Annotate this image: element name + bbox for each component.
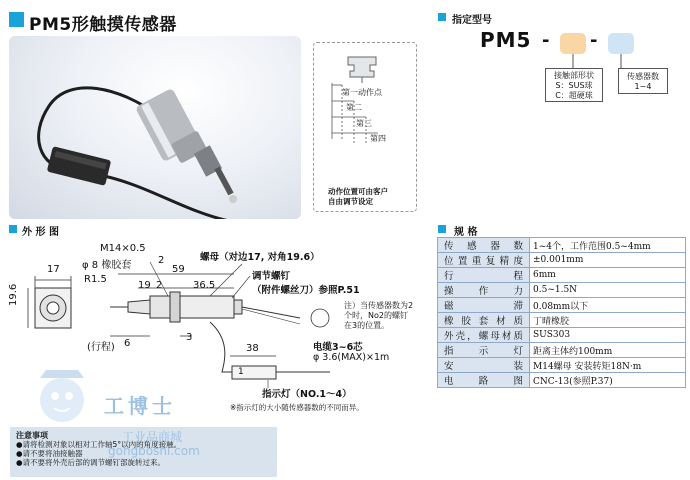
spec-key: 橡胶套材质 xyxy=(438,313,530,328)
dim-19: 19 xyxy=(138,280,151,291)
dimension-title: 外 形 图 xyxy=(22,227,59,238)
model-dash-2: - xyxy=(590,30,598,51)
dim-3: 3 xyxy=(186,332,193,343)
option1-s: S：SUS球 xyxy=(555,81,593,90)
cable-dimension: φ 3.6(MAX)×1m xyxy=(313,352,390,363)
third-point-label: 第三 xyxy=(356,119,372,128)
notes-line-3: ●请不要将外壳后部的调节螺钉部旋转过来。 xyxy=(16,458,166,467)
sensor-note-2: 个时，No2的螺钉 xyxy=(344,311,408,320)
notes-line-1: ●请将检测对象以相对工作轴5°以内的角度接触。 xyxy=(16,440,182,449)
spec-key: 外壳，螺母材质 xyxy=(438,328,530,343)
dim-2: 2 xyxy=(158,255,165,266)
option2-label: 传感器数 xyxy=(627,72,659,81)
spec-key: 操作力 xyxy=(438,283,530,298)
dim-m14: M14×0.5 xyxy=(100,243,146,254)
spec-value: ±0.001mm xyxy=(530,253,686,268)
spec-value: M14螺母 安装转矩18N·m xyxy=(530,358,686,373)
notes-line-2: ●请不要将油接触器 xyxy=(16,449,83,458)
option1-c: C：超硬球 xyxy=(555,91,593,100)
spec-value: 0.08mm以下 xyxy=(530,298,686,313)
model-dash-1: - xyxy=(542,30,550,51)
spec-key: 指示灯 xyxy=(438,343,530,358)
spec-title: 规 格 xyxy=(454,227,478,238)
dim-6: 6 xyxy=(124,338,131,349)
spec-key: 行程 xyxy=(438,268,530,283)
spec-key: 电路图 xyxy=(438,373,530,388)
fourth-point-label: 第四 xyxy=(370,134,386,143)
dim-stroke: (行程) xyxy=(87,342,115,353)
dim-36-5: 36.5 xyxy=(193,280,216,291)
option2-range: 1~4 xyxy=(634,82,652,91)
dim-38: 38 xyxy=(246,343,259,354)
screwdriver-ref-label: （附件螺丝刀）参照P.51 xyxy=(252,285,360,296)
second-point-label: 第二 xyxy=(346,103,362,112)
dim-rubber: φ 8 橡胶套 xyxy=(82,260,132,271)
sensor-note-3: 在3的位置。 xyxy=(344,321,390,330)
spec-value: SUS303 xyxy=(530,328,686,343)
indicator-number: 1 xyxy=(238,367,244,377)
spec-key: 安装 xyxy=(438,358,530,373)
spec-key: 磁滞 xyxy=(438,298,530,313)
dim-19-6: 19.6 xyxy=(8,283,19,306)
watermark-sub: 工业品商城 xyxy=(122,430,183,444)
model-label: 指定型号 xyxy=(452,15,492,26)
sensor-note-1: 注）当传感器数为2 xyxy=(344,301,414,310)
spec-value: 6mm xyxy=(530,268,686,283)
spec-value: 距离主体约100mm xyxy=(530,343,686,358)
detail-note-1: 动作位置可由客户 xyxy=(328,187,388,196)
indicator-note: ※指示灯的大小随传感器数的不同而异。 xyxy=(230,403,364,412)
nut-label: 螺母（对边17, 对角19.6） xyxy=(200,252,320,263)
spec-value: 1~4个，工作范围0.5~4mm xyxy=(530,238,686,253)
cable-label: 电缆3~6芯 xyxy=(313,342,363,353)
adjust-screw-label: 调节螺钉 xyxy=(252,271,291,282)
first-action-point-label: 第一动作点 xyxy=(342,88,382,97)
option1-label: 接触部形状 xyxy=(554,71,594,80)
spec-value: CNC-13(参照P.37) xyxy=(530,373,686,388)
spec-key: 传感器数 xyxy=(438,238,530,253)
notes-title: 注意事项 xyxy=(16,431,48,440)
page-title: PM5形触摸传感器 xyxy=(29,15,177,35)
spec-key: 位置重复精度 xyxy=(438,253,530,268)
watermark-brand: 工博士 xyxy=(104,394,176,418)
spec-value: 0.5~1.5N xyxy=(530,283,686,298)
dim-59: 59 xyxy=(172,264,185,275)
indicator-label: 指示灯（NO.1～4） xyxy=(262,389,352,400)
dim-2b: 2 xyxy=(156,280,163,291)
dim-r1-5: R1.5 xyxy=(84,274,107,285)
spec-value: 丁晴橡胶 xyxy=(530,313,686,328)
dim-17: 17 xyxy=(47,264,60,275)
detail-note-2: 自由调节设定 xyxy=(328,197,373,206)
watermark-url: gongboshi.com xyxy=(108,444,200,458)
model-code: PM5 xyxy=(480,28,532,52)
